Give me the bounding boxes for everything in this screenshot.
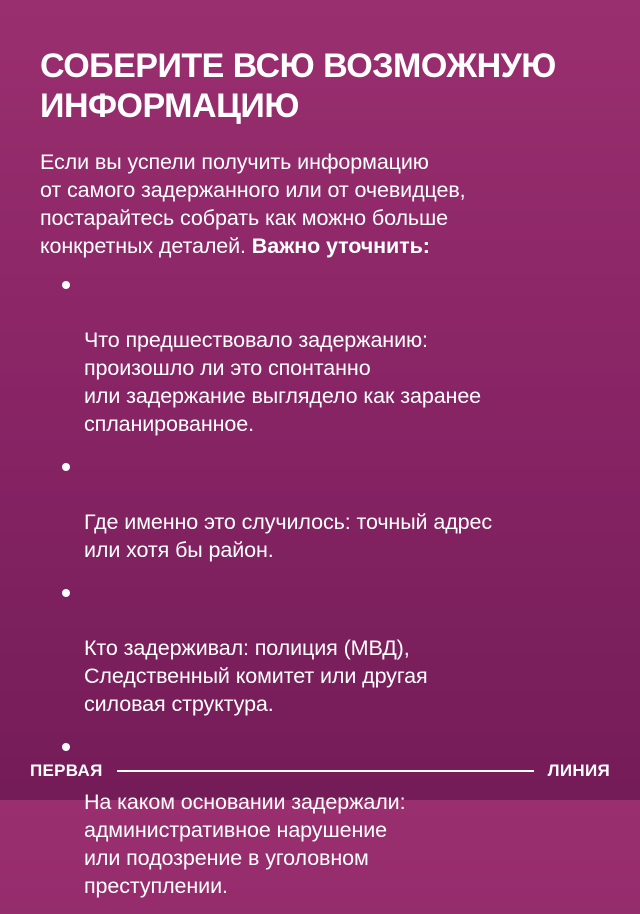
bullet-icon [62,281,70,289]
intro-paragraph [40,148,615,260]
bullet-icon [62,463,70,471]
brand-left-word: ПЕРВАЯ [30,761,103,780]
list-item-text: На каком основании задержали: административное нарушение или подозрение в уголовном преступлении. [84,790,406,898]
intro-text: Если вы успели получить информацию от самого задержанного или от очевидцев, постарайтесь собрать как можно больше конкретных деталей. [40,150,466,258]
info-card [40,46,615,914]
brand-right-word: ЛИНИЯ [547,761,610,780]
page-title: СОБЕРИТЕ ВСЮ ВОЗМОЖНУЮ ИНФОРМАЦИЮ [40,47,556,125]
brand-divider-line [117,770,534,772]
intro-emphasis: Важно уточнить: [251,234,430,258]
list-item-text: Где именно это случилось: точный адрес или хотя бы район. [84,510,493,562]
list-item [40,578,615,718]
list-item [40,270,615,438]
bullet-icon [62,743,70,751]
footer-brand [30,759,610,783]
bullet-icon [62,589,70,597]
list-item [40,452,615,564]
list-item-text: Что предшествовало задержанию: произошло ли это спонтанно или задержание выглядело как заранее спланированное. [84,328,482,436]
list-item [40,732,615,900]
list-item-text: Кто задерживал: полиция (МВД), Следственный комитет или другая силовая структура. [84,636,428,716]
details-list [40,270,615,900]
